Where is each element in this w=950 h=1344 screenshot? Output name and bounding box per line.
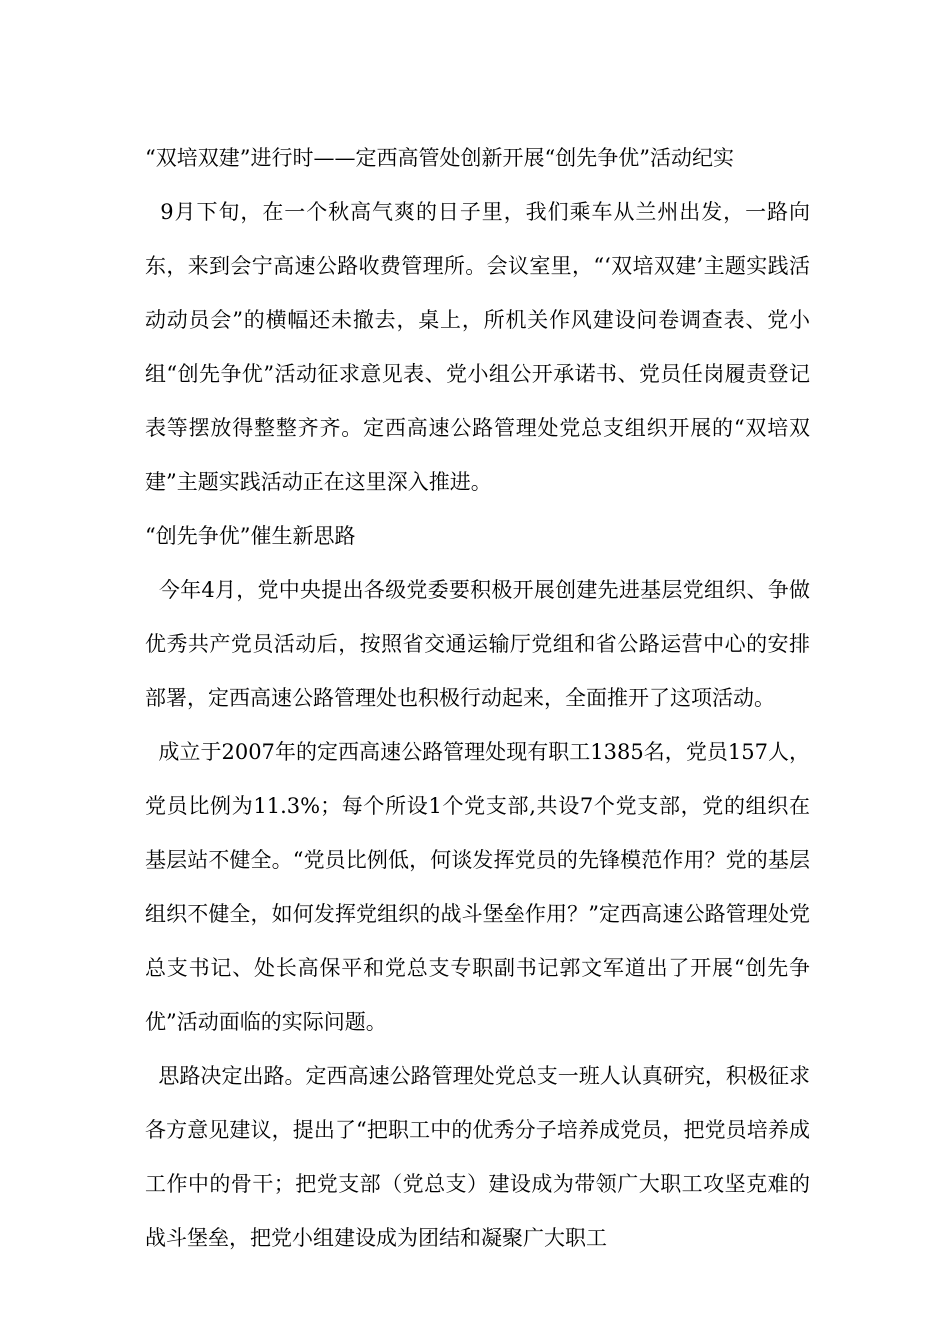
paragraph-approach: 思路决定出路。定西高速公路管理处党总支一班人认真研究，积极征求各方意见建议，提出了“把职工中的优秀分子培养成党员，把党员培养成工作中的骨干；把党支部（党总支）建设成为带领广大职工攻坚克难的战斗堡垒，把党小组建设成为团结和凝聚广大职工 [145, 1064, 810, 1250]
paragraph-statistics: 成立于2007年的定西高速公路管理处现有职工1385名，党员157人，党员比例为11.3%；每个所设1个党支部,共设7个党支部，党的组织在基层站不健全。“党员比例低，何谈发挥党员的先锋模范作用？党的基层组织不健全，如何发挥党组织的战斗堡垒作用？”定西高速公路管理处党总支书记、处长高保平和党总支专职副书记郭文军道出了开展“创先争优”活动面临的实际问题。 [145, 740, 810, 1034]
article-body [145, 131, 810, 1265]
section-heading: “创先争优”催生新思路 [145, 524, 356, 548]
article-title: “双培双建”进行时——定西高管处创新开展“创先争优”活动纪实 [145, 146, 734, 170]
paragraph-april: 今年4月，党中央提出各级党委要积极开展创建先进基层党组织、争做优秀共产党员活动后，按照省交通运输厅党组和省公路运营中心的安排部署，定西高速公路管理处也积极行动起来，全面推开了这项活动。 [145, 578, 810, 710]
paragraph-intro: 9月下旬，在一个秋高气爽的日子里，我们乘车从兰州出发，一路向东，来到会宁高速公路收费管理所。会议室里，“‘双培双建’主题实践活动动员会”的横幅还未撤去，桌上，所机关作风建设问卷调查表、党小组“创先争优”活动征求意见表、党小组公开承诺书、党员任岗履责登记表等摆放得整整齐齐。定西高速公路管理处党总支组织开展的“双培双建”主题实践活动正在这里深入推进。 [145, 200, 811, 494]
